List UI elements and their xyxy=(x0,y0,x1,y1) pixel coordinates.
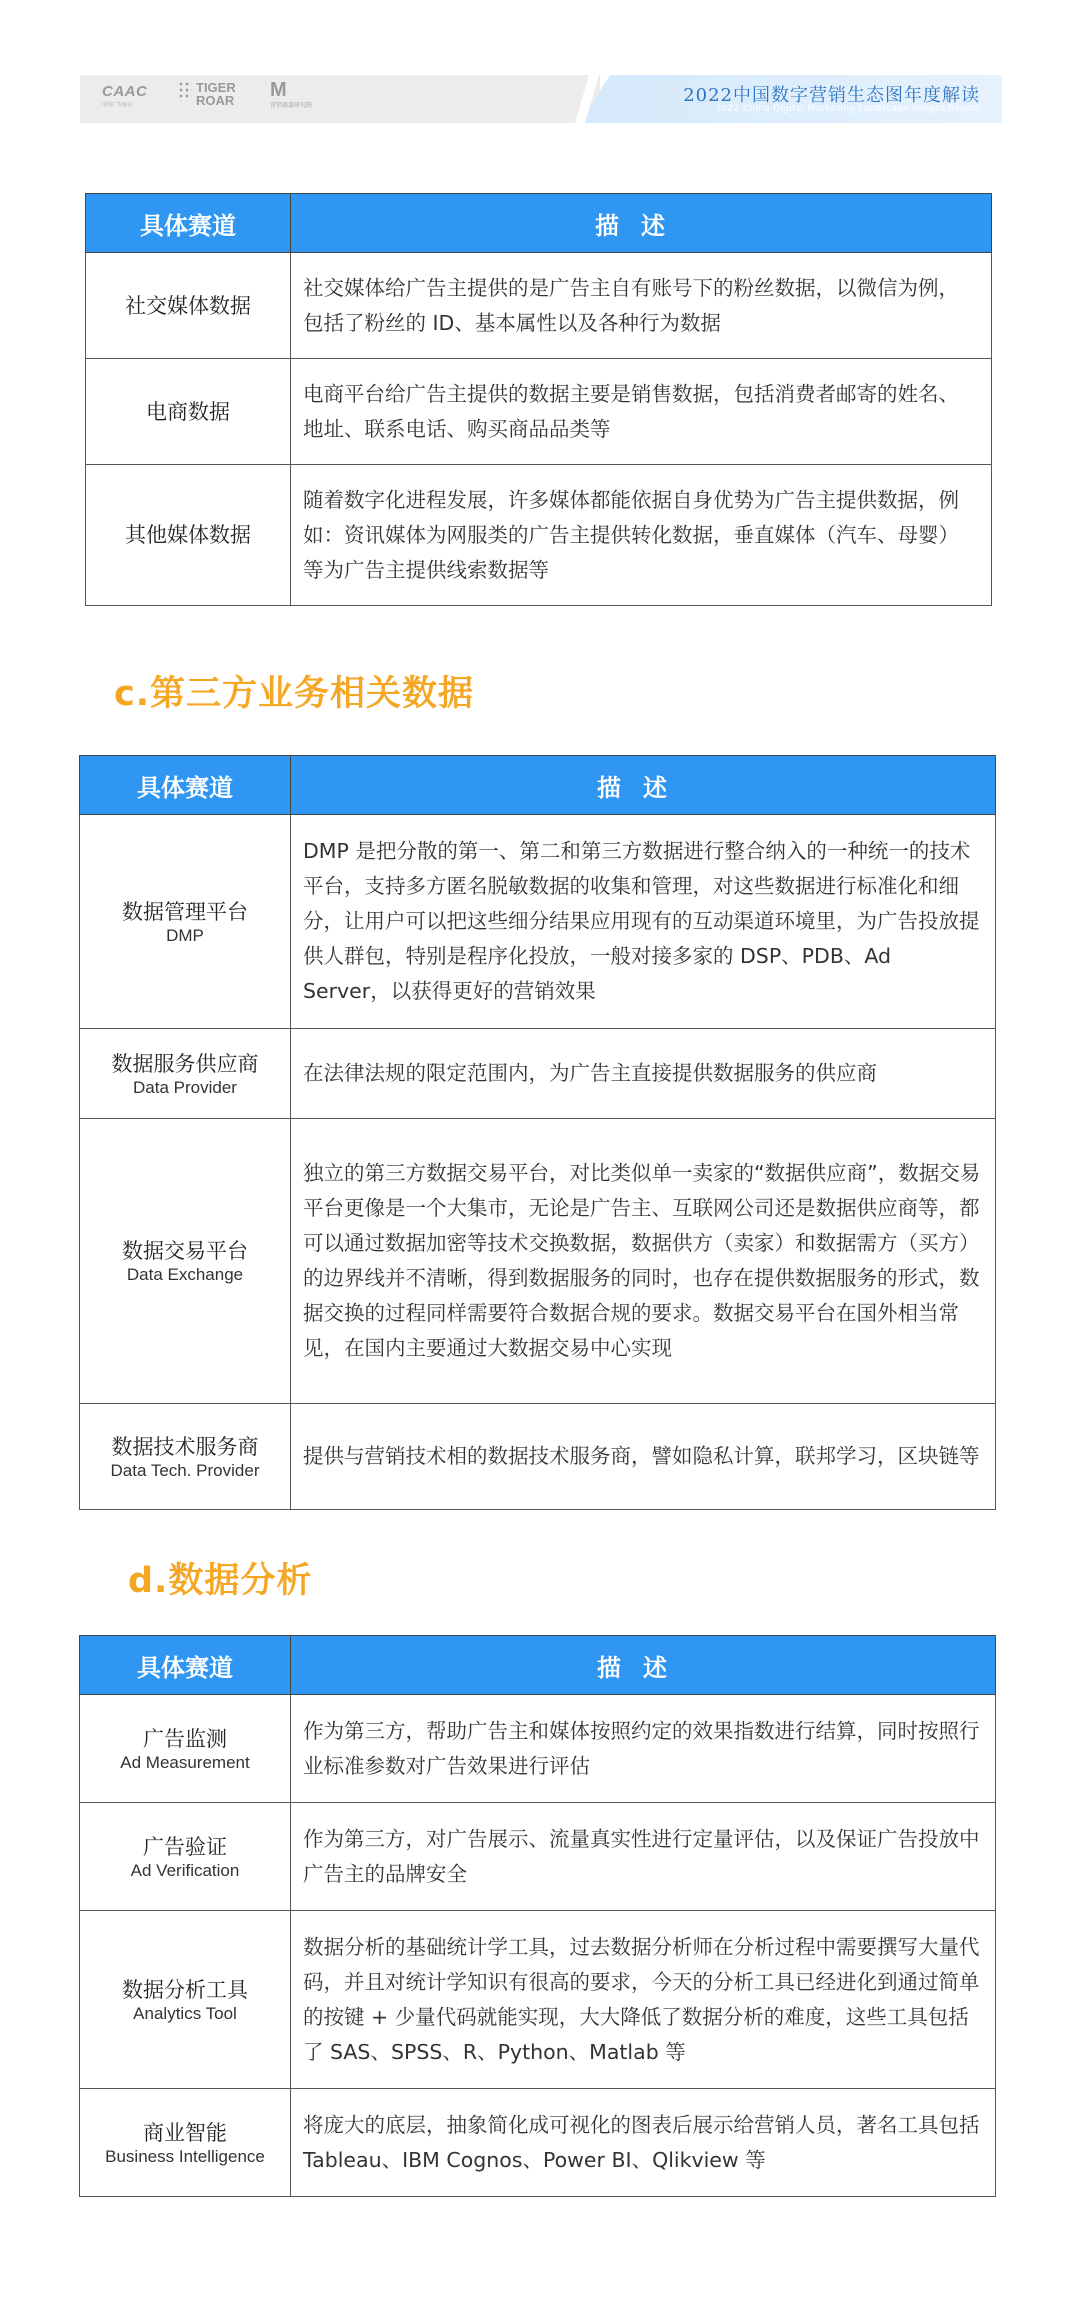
tiger-roar-dots-icon xyxy=(178,81,192,101)
track-name-zh: 数据交易平台 xyxy=(122,1239,248,1263)
table-row xyxy=(80,815,996,1029)
track-description: 数据分析的基础统计学工具，过去数据分析师在分析过程中需要撰写大量代码，并且对统计学知识有很高的要求，今天的分析工具已经进化到通过简单的按键 + 少量代码就能实现，大大降低了数据分析的难度，这些工具包括了 SAS、SPSS、R、Python、Matlab 等 xyxy=(291,1911,996,2089)
table-row xyxy=(80,1404,996,1510)
track-description: 社交媒体给广告主提供的是广告主自有账号下的粉丝数据，以微信为例，包括了粉丝的 ID、基本属性以及各种行为数据 xyxy=(291,253,992,359)
table-row xyxy=(80,1119,996,1404)
media-data-table xyxy=(85,193,992,606)
track-name-zh: 商业智能 xyxy=(143,2120,227,2145)
track-name-zh: 数据管理平台 xyxy=(122,899,248,924)
column-header-track: 具体赛道 xyxy=(80,1636,291,1695)
track-name-zh: 广告验证 xyxy=(143,1834,227,1859)
table-row xyxy=(80,1029,996,1119)
track-name xyxy=(80,1404,291,1510)
third-party-data-table xyxy=(79,755,996,1510)
track-name-en: Ad Verification xyxy=(130,1860,240,1880)
track-description: 作为第三方，对广告展示、流量真实性进行定量评估，以及保证广告投放中广告主的品牌安全 xyxy=(291,1803,996,1911)
caac-logo xyxy=(102,83,147,108)
track-description: DMP 是把分散的第一、第二和第三方数据进行整合纳入的一种统一的技术平台，支持多方匿名脱敏数据的收集和管理，对这些数据进行标准化和细分，让用户可以把这些细分结果应用现有的互动渠道环境里，为广告投放提供人群包，特别是程序化投放，一般对接多家的 DSP、PDB、Ad Server，以获得更好的营销效果 xyxy=(291,815,996,1029)
m-logo-mark: M xyxy=(270,79,287,101)
column-header-description: 描述 xyxy=(291,756,996,815)
track-name xyxy=(80,1803,291,1911)
table-row xyxy=(86,465,992,606)
track-description: 电商平台给广告主提供的数据主要是销售数据，包括消费者邮寄的姓名、地址、联系电话、购买商品品类等 xyxy=(291,359,992,465)
track-description: 将庞大的底层，抽象简化成可视化的图表后展示给营销人员，著名工具包括 Tableau、IBM Cognos、Power BI、Qlikview 等 xyxy=(291,2089,996,2197)
column-header-description: 描述 xyxy=(291,1636,996,1695)
track-name-en: Data Provider xyxy=(133,1077,237,1097)
m-logo xyxy=(270,79,312,109)
report-subtitle: 2022 China Digital Marketing Landscape Insight Report xyxy=(715,104,980,114)
track-name-en: DMP xyxy=(166,925,204,945)
track-name: 社交媒体数据 xyxy=(86,253,291,359)
m-logo-subtext: 营销赛道研究院 xyxy=(270,103,313,109)
table-header-row xyxy=(86,194,992,253)
track-description: 在法律法规的限定范围内，为广告主直接提供数据服务的供应商 xyxy=(291,1029,996,1119)
track-name-en: Ad Measurement xyxy=(120,1752,250,1772)
track-name xyxy=(80,1119,291,1404)
table-row xyxy=(80,2089,996,2197)
table-row xyxy=(80,1695,996,1803)
track-name xyxy=(80,1695,291,1803)
track-name xyxy=(80,1911,291,2089)
track-name xyxy=(80,1029,291,1119)
caac-logo-subtext: 中国广告协会 xyxy=(102,102,133,108)
track-name-zh: 广告监测 xyxy=(143,1726,227,1751)
track-name-en: Data Exchange xyxy=(126,1265,244,1284)
table-row xyxy=(80,1803,996,1911)
table-row xyxy=(86,253,992,359)
track-description: 独立的第三方数据交易平台，对比类似单一卖家的“数据供应商”，数据交易平台更像是一个大集市，无论是广告主、互联网公司还是数据供应商等，都可以通过数据加密等技术交换数据，数据供方（卖家）和数据需方（买方）的边界线并不清晰，得到数据服务的同时，也存在提供数据服务的形式，数据交换的过程同样需要符合数据合规的要求。数据交易平台在国外相当常见，在国内主要通过大数据交易中心实现 xyxy=(291,1119,996,1404)
caac-logo-text: CAAC xyxy=(102,83,148,100)
track-name: 其他媒体数据 xyxy=(86,465,291,606)
table-header-row xyxy=(80,1636,996,1695)
track-description: 作为第三方，帮助广告主和媒体按照约定的效果指数进行结算，同时按照行业标准参数对广告效果进行评估 xyxy=(291,1695,996,1803)
track-name-zh: 数据技术服务商 xyxy=(111,1434,259,1459)
track-name-zh: 数据服务供应商 xyxy=(111,1051,259,1076)
section-heading-third-party-data: c.第三方业务相关数据 xyxy=(114,674,475,714)
column-header-track: 具体赛道 xyxy=(86,194,291,253)
track-name-en: Analytics Tool xyxy=(133,2003,237,2023)
table-header-row xyxy=(80,756,996,815)
tiger-roar-logo-text: TIGER ROAR xyxy=(196,80,236,108)
column-header-description: 描述 xyxy=(291,194,992,253)
track-description: 提供与营销技术相的数据技术服务商，譬如隐私计算，联邦学习，区块链等 xyxy=(291,1404,996,1510)
section-heading-data-analysis: d.数据分析 xyxy=(128,1561,313,1601)
tiger-roar-logo xyxy=(178,81,236,107)
column-header-track: 具体赛道 xyxy=(80,756,291,815)
track-name xyxy=(80,815,291,1029)
track-name-en: Business Intelligence xyxy=(105,2146,265,2166)
track-name-zh: 数据分析工具 xyxy=(122,1977,248,2002)
track-name: 电商数据 xyxy=(86,359,291,465)
report-title: 2022中国数字营销生态图年度解读 xyxy=(683,85,980,106)
table-row xyxy=(86,359,992,465)
track-name xyxy=(80,2089,291,2197)
table-row xyxy=(80,1911,996,2089)
track-description: 随着数字化进程发展，许多媒体都能依据自身优势为广告主提供数据，例如：资讯媒体为网服类的广告主提供转化数据，垂直媒体（汽车、母婴）等为广告主提供线索数据等 xyxy=(291,465,992,606)
report-header-banner xyxy=(80,75,1002,123)
track-name-en: Data Tech. Provider xyxy=(110,1460,260,1480)
banner-grey-panel xyxy=(80,75,600,123)
data-analysis-table xyxy=(79,1635,996,2197)
